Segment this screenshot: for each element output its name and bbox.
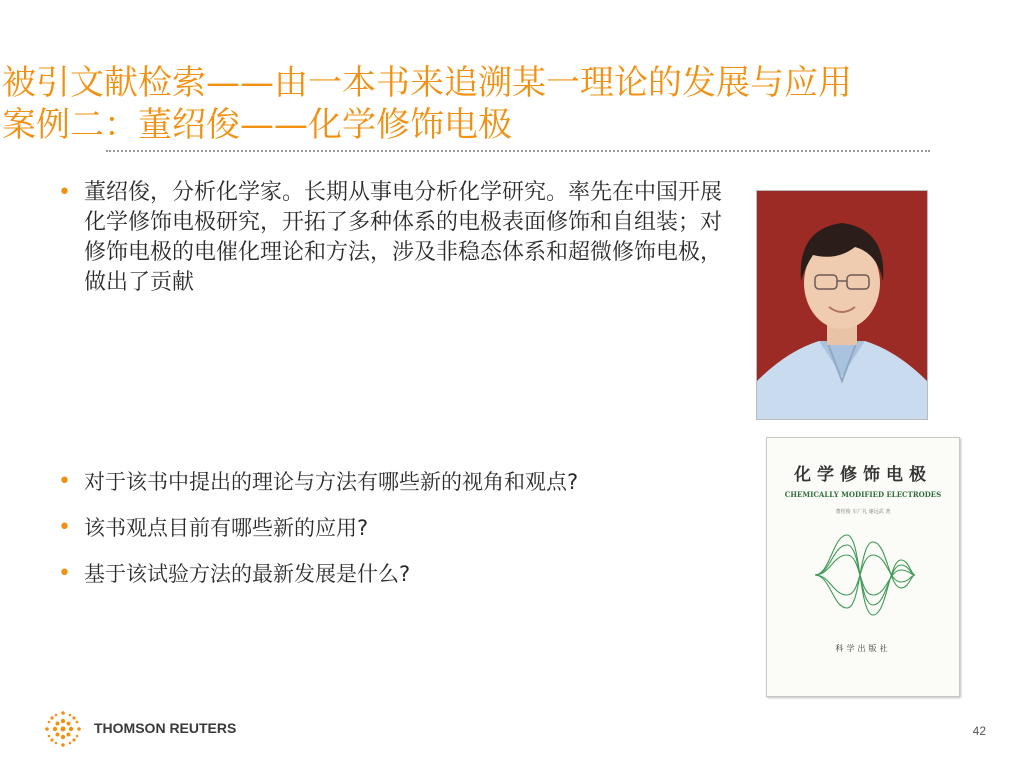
- book-publisher: 科学出版社: [835, 644, 891, 653]
- bullet-icon: •: [58, 469, 71, 494]
- slide-title: [2, 62, 1012, 146]
- logo-icon: [40, 707, 86, 751]
- bullet-icon: •: [58, 515, 71, 540]
- question-item: [58, 512, 758, 558]
- question-item: [58, 558, 758, 604]
- question-text: 对于该书中提出的理论与方法有哪些新的视角和观点?: [84, 470, 579, 494]
- portrait-photo: [756, 190, 928, 420]
- portrait-illustration: [757, 191, 927, 419]
- book-wave-illustration: [815, 530, 915, 620]
- question-item: [58, 466, 758, 512]
- book-authors: 董绍俊 车广礼 谢远武 著: [835, 509, 891, 515]
- book-title-cn: 化学修饰电极: [794, 465, 932, 485]
- question-list: [58, 466, 758, 604]
- book-cover: [766, 437, 960, 697]
- bio-bullet: [58, 178, 748, 298]
- bio-text: 董绍俊，分析化学家。长期从事电分析化学研究。率先在中国开展化学修饰电极研究，开拓了多种体系的电极表面修饰和自组装；对修饰电极的电催化理论和方法，涉及非稳态体系和超微修饰电极，做出了贡献: [84, 180, 723, 295]
- book-title-en: CHEMICALLY MODIFIED ELECTRODES: [784, 490, 942, 499]
- title-line-1: 被引文献检索——由一本书来追溯某一理论的发展与应用: [2, 63, 852, 103]
- thomson-reuters-logo: [40, 707, 240, 751]
- question-text: 基于该试验方法的最新发展是什么?: [84, 562, 411, 586]
- logo-text: THOMSON REUTERS: [94, 720, 237, 736]
- bullet-icon: •: [58, 180, 71, 205]
- question-text: 该书观点目前有哪些新的应用?: [84, 516, 369, 540]
- bullet-icon: •: [58, 561, 71, 586]
- page-number: 42: [972, 724, 986, 738]
- title-line-2: 案例二：董绍俊——化学修饰电极: [2, 105, 512, 145]
- title-divider: [106, 150, 930, 152]
